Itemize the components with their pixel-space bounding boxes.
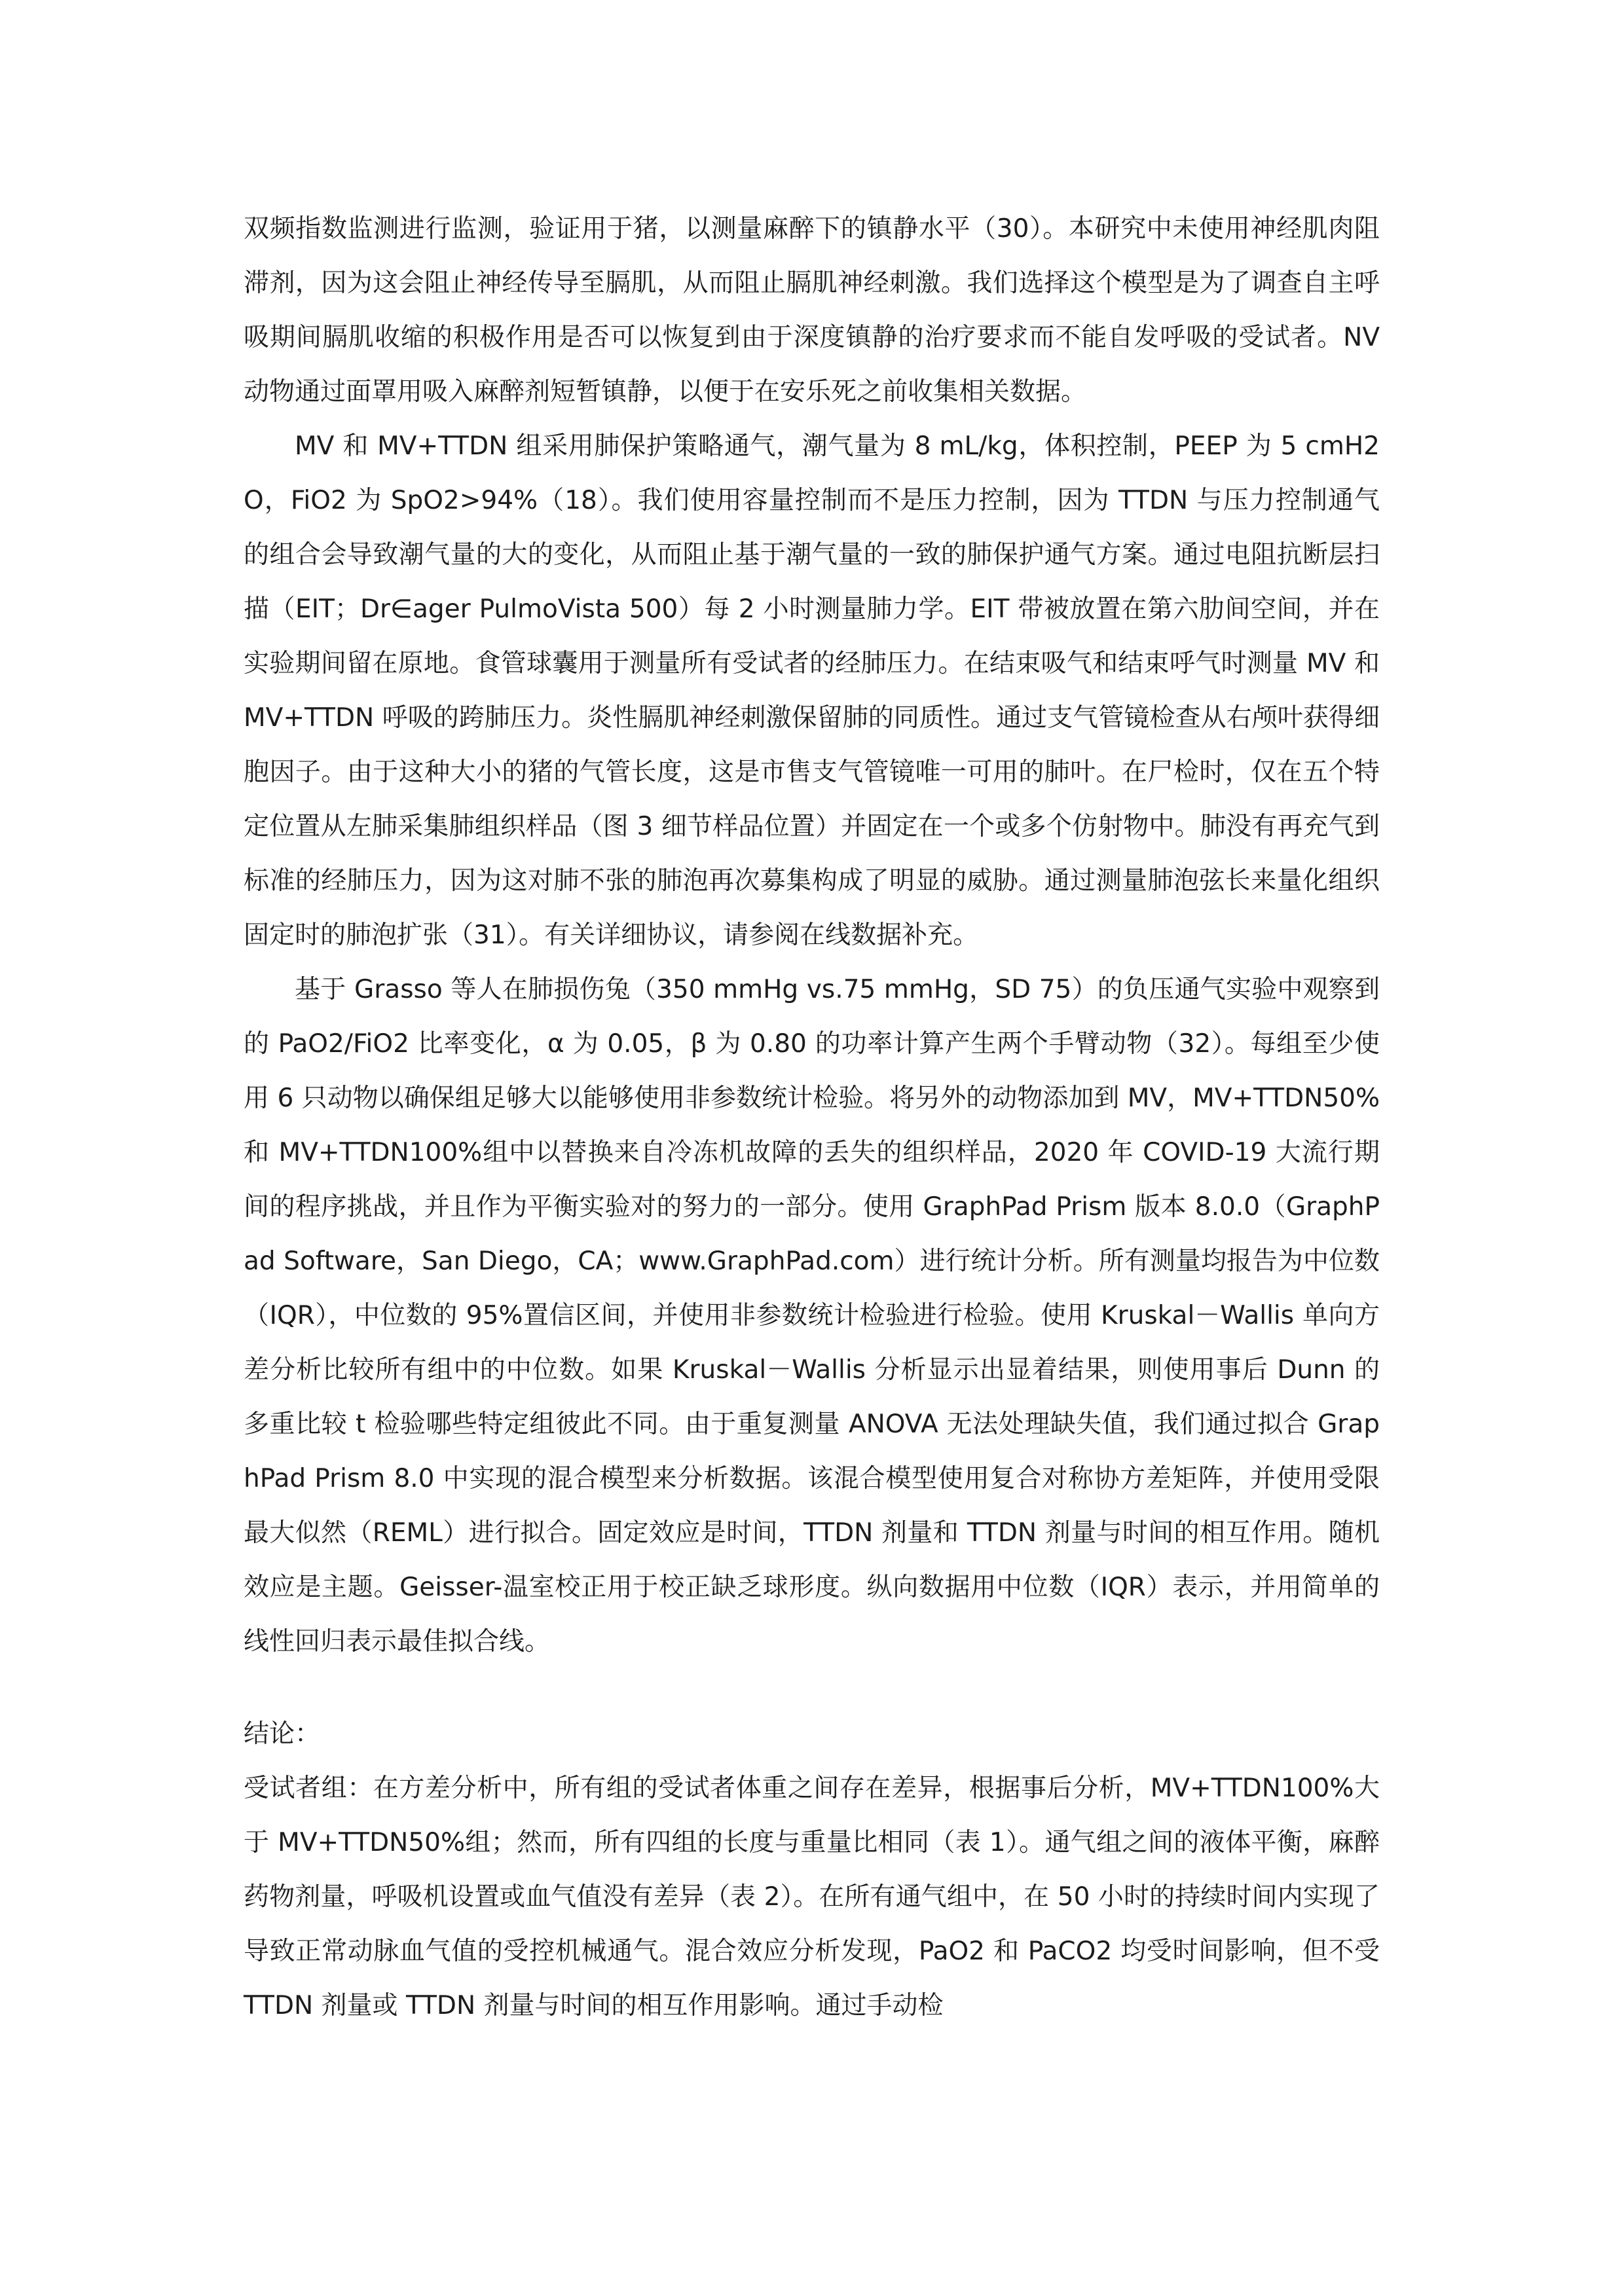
paragraph-subject-groups: 受试者组：在方差分析中，所有组的受试者体重之间存在差异，根据事后分析，MV+TTDN100%大于 MV+TTDN50%组；然而，所有四组的长度与重量比相同（表 1）。通气组之间的液体平衡，麻醉药物剂量，呼吸机设置或血气值没有差异（表 2）。在所有通气组中，在 50 小时的持续时间内实现了导致正常动脉血气值的受控机械通气。混合效应分析发现，PaO2 和 PaCO2 均受时间影响，但不受 TTDN 剂量或 TTDN 剂量与时间的相互作用影响。通过手动检 bbox=[244, 1774, 1380, 2020]
document-body bbox=[244, 202, 1380, 2033]
paragraph-statistics: 基于 Grasso 等人在肺损伤兔（350 mmHg vs.75 mmHg，SD 75）的负压通气实验中观察到的 PaO2/FiO2 比率变化，α 为 0.05，β 为 0.80 的功率计算产生两个手臂动物（32）。每组至少使用 6 只动物以确保组足够大以能够使用非参数统计检验。将另外的动物添加到 MV，MV+TTDN50%和 MV+TTDN100%组中以替换来自冷冻机故障的丢失的组织样品，2020 年 COVID-19 大流行期间的程序挑战，并且作为平衡实验对的努力的一部分。使用 GraphPad Prism 版本 8.0.0（GraphPad Software，San Diego，CA；www.GraphPad.com）进行统计分析。所有测量均报告为中位数（IQR），中位数的 95%置信区间，并使用非参数统计检验进行检验。使用 Kruskal－Wallis 单向方差分析比较所有组中的中位数。如果 Kruskal－Wallis 分析显示出显着结果，则使用事后 Dunn 的多重比较 t 检验哪些特定组彼此不同。由于重复测量 ANOVA 无法处理缺失值，我们通过拟合 GraphPad Prism 8.0 中实现的混合模型来分析数据。该混合模型使用复合对称协方差矩阵，并使用受限最大似然（REML）进行拟合。固定效应是时间，TTDN 剂量和 TTDN 剂量与时间的相互作用。随机效应是主题。Geisser-温室校正用于校正缺乏球形度。纵向数据用中位数（IQR）表示，并用简单的线性回归表示最佳拟合线。 bbox=[244, 975, 1380, 1656]
conclusion-heading: 结论： bbox=[244, 1719, 321, 1749]
paragraph-anesthesia-model: 双频指数监测进行监测，验证用于猪，以测量麻醉下的镇静水平（30）。本研究中未使用神经肌肉阻滞剂，因为这会阻止神经传导至膈肌，从而阻止膈肌神经刺激。我们选择这个模型是为了调查自主呼吸期间膈肌收缩的积极作用是否可以恢复到由于深度镇静的治疗要求而不能自发呼吸的受试者。NV 动物通过面罩用吸入麻醉剂短暂镇静，以便于在安乐死之前收集相关数据。 bbox=[244, 214, 1380, 407]
paragraph-spacer bbox=[244, 1669, 1380, 1707]
paragraph-ventilation-methods: MV 和 MV+TTDN 组采用肺保护策略通气，潮气量为 8 mL/kg，体积控制，PEEP 为 5 cmH2O，FiO2 为 SpO2>94%（18）。我们使用容量控制而不是压力控制，因为 TTDN 与压力控制通气的组合会导致潮气量的大的变化，从而阻止基于潮气量的一致的肺保护通气方案。通过电阻抗断层扫描（EIT；Dr∈ager PulmoVista 500）每 2 小时测量肺力学。EIT 带被放置在第六肋间空间，并在实验期间留在原地。食管球囊用于测量所有受试者的经肺压力。在结束吸气和结束呼气时测量 MV 和 MV+TTDN 呼吸的跨肺压力。炎性膈肌神经刺激保留肺的同质性。通过支气管镜检查从右颅叶获得细胞因子。由于这种大小的猪的气管长度，这是市售支气管镜唯一可用的肺叶。在尸检时，仅在五个特定位置从左肺采集肺组织样品（图 3 细节样品位置）并固定在一个或多个仿射物中。肺没有再充气到标准的经肺压力，因为这对肺不张的肺泡再次募集构成了明显的威胁。通过测量肺泡弦长来量化组织固定时的肺泡扩张（31）。有关详细协议，请参阅在线数据补充。 bbox=[244, 431, 1380, 950]
